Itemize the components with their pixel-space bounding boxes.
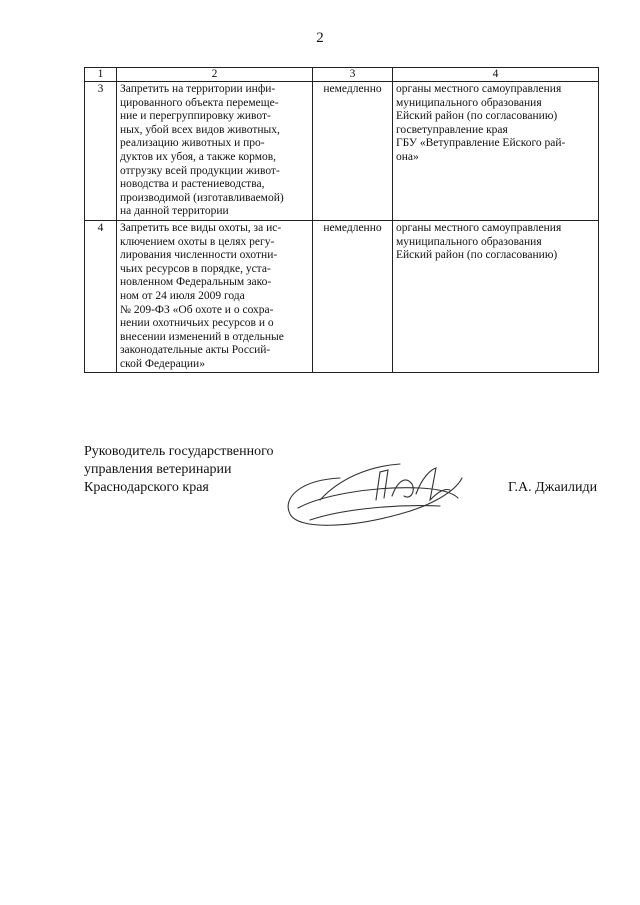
measure-text-line: ключением охоты в целях регу- <box>120 235 275 248</box>
measures-table <box>84 67 599 373</box>
page-number: 2 <box>316 30 324 46</box>
measure-text-line: новодства и растениеводства, <box>120 178 265 191</box>
measure-text-line: реализацию животных и про- <box>120 137 265 150</box>
measure-text-line: производимой (изготавливаемой) <box>120 191 284 204</box>
signer-name: Г.А. Джаилиди <box>508 480 598 495</box>
measure-text-line: ской Федерации» <box>120 357 205 370</box>
column-header: 2 <box>117 68 313 82</box>
measure-text-line: Запретить все виды охоты, за ис- <box>120 221 282 234</box>
responsible-text-line: ГБУ «Ветуправление Ейского рай- <box>396 137 566 150</box>
timing-cell: немедленно <box>313 82 393 221</box>
measure-text-line: дуктов их убоя, а также кормов, <box>120 150 277 163</box>
responsible-text-line: она» <box>396 150 419 163</box>
measure-text-line: ние и перегруппировку живот- <box>120 110 271 123</box>
measure-text-line: ных, убой всех видов животных, <box>120 123 280 136</box>
measure-text-line: лирования численности охотни- <box>120 249 278 262</box>
handwritten-signature <box>280 448 470 538</box>
measure-text-line: на данной территории <box>120 205 229 218</box>
signature-position <box>84 443 274 497</box>
measure-text-line: внесении изменений в отдельные <box>120 330 284 343</box>
measure-text-line: чьих ресурсов в порядке, уста- <box>120 262 271 275</box>
measure-cell <box>117 82 313 221</box>
column-header: 3 <box>313 68 393 82</box>
responsible-text-line: органы местного самоуправления <box>396 83 562 95</box>
responsible-text-line: муниципального образования <box>396 235 542 248</box>
column-header: 4 <box>393 68 599 82</box>
measure-text-line: ном от 24 июля 2009 года <box>120 289 245 302</box>
measure-text-line: новленном Федеральным зако- <box>120 276 272 289</box>
position-line: Краснодарского края <box>84 480 209 495</box>
measure-cell <box>117 220 313 373</box>
responsible-text-line: госветуправление края <box>396 123 508 136</box>
position-line: управления ветеринарии <box>84 462 232 477</box>
measure-text-line: законодательные акты Россий- <box>120 344 271 357</box>
responsible-cell <box>393 220 599 373</box>
measure-text-line: цированного объекта перемеще- <box>120 96 279 109</box>
row-number: 3 <box>85 82 117 221</box>
table-row <box>85 82 599 221</box>
timing-cell: немедленно <box>313 220 393 373</box>
table-header-row <box>85 68 599 82</box>
table-row <box>85 220 599 373</box>
measure-text-line: № 209-ФЗ «Об охоте и о сохра- <box>120 303 274 316</box>
position-line: Руководитель государственного <box>84 444 274 459</box>
responsible-text-line: Ейский район (по согласованию) <box>396 110 558 123</box>
measure-text-line: Запретить на территории инфи- <box>120 83 276 95</box>
responsible-cell <box>393 82 599 221</box>
responsible-text-line: Ейский район (по согласованию) <box>396 249 558 262</box>
responsible-text-line: органы местного самоуправления <box>396 221 562 234</box>
measure-text-line: отгрузку всей продукции живот- <box>120 164 280 177</box>
column-header: 1 <box>85 68 117 82</box>
row-number: 4 <box>85 220 117 373</box>
responsible-text-line: муниципального образования <box>396 96 542 109</box>
measure-text-line: нении охотничьих ресурсов и о <box>120 317 274 330</box>
